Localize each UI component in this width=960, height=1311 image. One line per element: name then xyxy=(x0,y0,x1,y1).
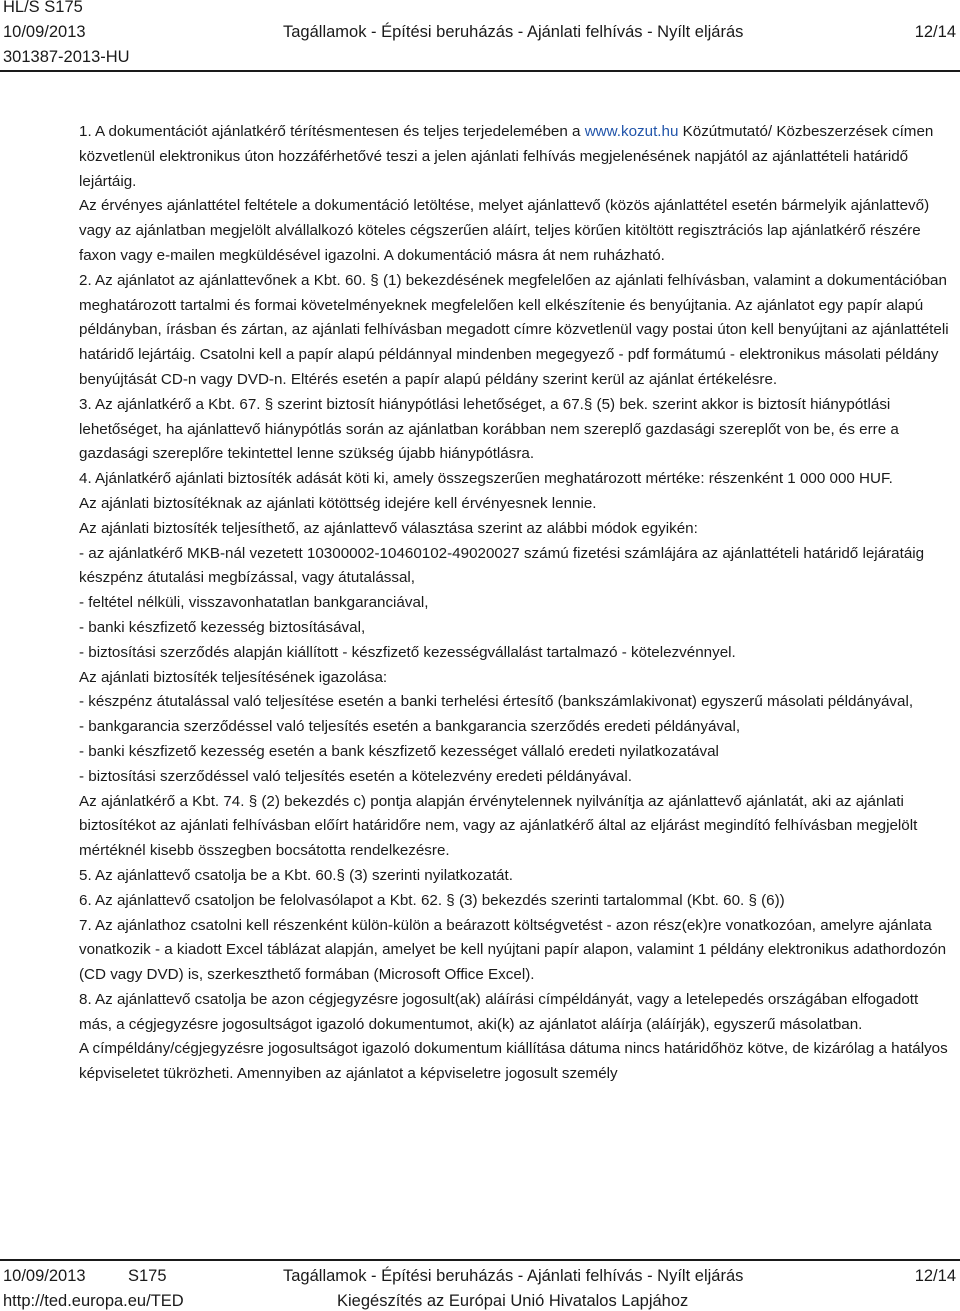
footer-rule xyxy=(0,1259,960,1261)
header-rule xyxy=(0,70,960,72)
paragraph: - feltétel nélküli, visszavonhatatlan bankgaranciával, xyxy=(79,594,429,612)
header-reference: 301387-2013-HU xyxy=(3,48,130,66)
paragraph-list xyxy=(79,194,953,1087)
paragraph: - bankgarancia szerződéssel való teljesítés esetén a bankgarancia szerződés eredeti példányával, xyxy=(79,718,741,736)
paragraph: Az ajánlati biztosíték teljesítésének igazolása: xyxy=(79,668,388,686)
paragraph: 7. Az ajánlathoz csatolni kell részenként külön-külön a beárazott költségvetést - azon rész(ek)re vonatkozóan, amelyre ajánlata vonatkozik - a kiadott Excel táblázat alapján, amelyet be kell nyújtani papír alapon, valamint 1 példány elektronikus adathordozón (CD vagy DVD) is, szerkeszthető formában (Microsoft Office Excel). xyxy=(79,916,947,984)
paragraph: - banki készfizető kezesség biztosításával, xyxy=(79,618,366,636)
paragraph: Az ajánlatkérő a Kbt. 74. § (2) bekezdés c) pontja alapján érvénytelennek nyilvánítja az ajánlattevő ajánlatát, aki az ajánlati biztosítékot az ajánlati felhívásban előírt határidőre nem, vagy az ajánlatkérő által az eljárást megindító felhívásban megjelölt mértéknél kisebb összegben bocsátotta rendelkezésre. xyxy=(79,792,918,860)
paragraph: 2. Az ajánlatot az ajánlattevőnek a Kbt. 60. § (1) bekezdésének megfelelően az ajánlati felhívásban, valamint a dokumentációban meghatározott tartalmi és formai követelményeknek megfelelően kell elkészítenie és benyújtania. Az ajánlatot egy papír alapú példányban, írásban és zártan, az ajánlati felhívásban megadott címre közvetlenül vagy postai úton kell benyújtani az ajánlattételi határidő lejártáig. Csatolni kell a papír alapú példánnyal mindenben megegyező - pdf formátumú - elektronikus másolati példány benyújtását CD-n vagy DVD-n. Eltérés esetén a papír alapú példány szerint kerül az ajánlat értékelésre. xyxy=(79,271,949,388)
paragraph: Az ajánlati biztosítéknak az ajánlati kötöttség idejére kell érvényesnek lennie. xyxy=(79,494,597,512)
paragraph-1: 1. A dokumentációt ajánlatkérő térítésmentesen és teljes terjedelemében a www.kozut.hu Közútmutató/ Közbeszerzések címen közvetlenül elektronikus úton hozzáférhetővé teszi a jelen ajánlati felhívás megjelenésének napjától az ajánlattételi határidő lejártáig. xyxy=(79,123,934,190)
footer-publisher: Kiegészítés az Európai Unió Hivatalos Lapjához xyxy=(337,1292,689,1310)
header-date: 10/09/2013 xyxy=(3,23,86,41)
footer-date: 10/09/2013 xyxy=(3,1267,86,1285)
paragraph: - banki készfizető kezesség esetén a bank készfizető kezességet vállaló eredeti nyilatkozatával xyxy=(79,742,719,760)
page-footer xyxy=(0,1262,960,1311)
footer-code: S175 xyxy=(128,1267,167,1285)
paragraph: - készpénz átutalással való teljesítése esetén a banki terhelési értesítő (bankszámlakivonat) egyszerű másolati példányával, xyxy=(79,693,914,711)
doc-code: HL/S S175 xyxy=(3,0,83,16)
kozut-link[interactable]: www.kozut.hu xyxy=(584,123,679,140)
document-body xyxy=(79,120,953,1087)
footer-page-number: 12/14 xyxy=(914,1267,956,1285)
paragraph: 8. Az ajánlattevő csatolja be azon cégjegyzésre jogosult(ak) aláírási címpéldányát, vagy a letelepedés országában elfogadott más, a cégjegyzésre jogosultságot igazoló dokumentumot, aki(k) az ajánlatot aláírja (aláírják), egyszerű másolatban. xyxy=(79,990,919,1033)
footer-title: Tagállamok - Építési beruházás - Ajánlati felhívás - Nyílt eljárás xyxy=(283,1267,744,1285)
paragraph: A címpéldány/cégjegyzésre jogosultságot igazoló dokumentum kiállítása dátuma nincs határidőhöz kötve, de kizárólag a hatályos képviseletet tükrözheti. Amennyiben az ajánlatot a képviseletre jogosult személy xyxy=(79,1040,948,1083)
paragraph: 3. Az ajánlatkérő a Kbt. 67. § szerint biztosít hiánypótlási lehetőséget, a 67.§ (5) bek. szerint akkor is biztosít hiánypótlási lehetőséget, ha ajánlattevő hiánypótlás során az ajánlatban korábban nem szereplő gazdasági szereplőt von be, és erre a gazdasági szereplőre tekintettel lenne szükség újabb hiánypótlásra. xyxy=(79,395,899,463)
paragraph: - biztosítási szerződéssel való teljesítés esetén a kötelezvény eredeti példányával. xyxy=(79,767,632,785)
paragraph: - az ajánlatkérő MKB-nál vezetett 10300002-10460102-49020027 számú fizetési számlájára az ajánlattételi határidő lejáratáig készpénz átutalási megbízással, vagy átutalással, xyxy=(79,544,925,587)
paragraph: 6. Az ajánlattevő csatoljon be felolvasólapot a Kbt. 62. § (3) bekezdés szerinti tartalommal (Kbt. 60. § (6)) xyxy=(79,891,785,909)
page-header xyxy=(0,0,960,70)
paragraph: 4. Ajánlatkérő ajánlati biztosíték adását köti ki, amely összegszerűen meghatározott mértéke: részenként 1 000 000 HUF. xyxy=(79,470,893,488)
header-page-number: 12/14 xyxy=(914,23,956,41)
paragraph: 5. Az ajánlattevő csatolja be a Kbt. 60.§ (3) szerinti nyilatkozatát. xyxy=(79,866,513,884)
paragraph: Az ajánlati biztosíték teljesíthető, az ajánlattevő választása szerint az alábbi módok egyikén: xyxy=(79,519,698,537)
paragraph: Az érvényes ajánlattétel feltétele a dokumentáció letöltése, melyet ajánlattevő (közös ajánlattétel esetén bármelyik ajánlattevő) vagy az ajánlatban megjelölt alvállalkozó köteles cégszerűen aláírt, teljes körűen kitöltött regisztrációs lap ajánlatkérő részére faxon vagy e-mailen megküldésével igazolni. A dokumentáció másra át nem ruházható. xyxy=(79,197,930,264)
header-title: Tagállamok - Építési beruházás - Ajánlati felhívás - Nyílt eljárás xyxy=(283,23,744,41)
footer-url[interactable]: http://ted.europa.eu/TED xyxy=(3,1292,184,1310)
paragraph: - biztosítási szerződés alapján kiállított - készfizető kezességvállalást tartalmazó - kötelezvénnyel. xyxy=(79,643,736,661)
